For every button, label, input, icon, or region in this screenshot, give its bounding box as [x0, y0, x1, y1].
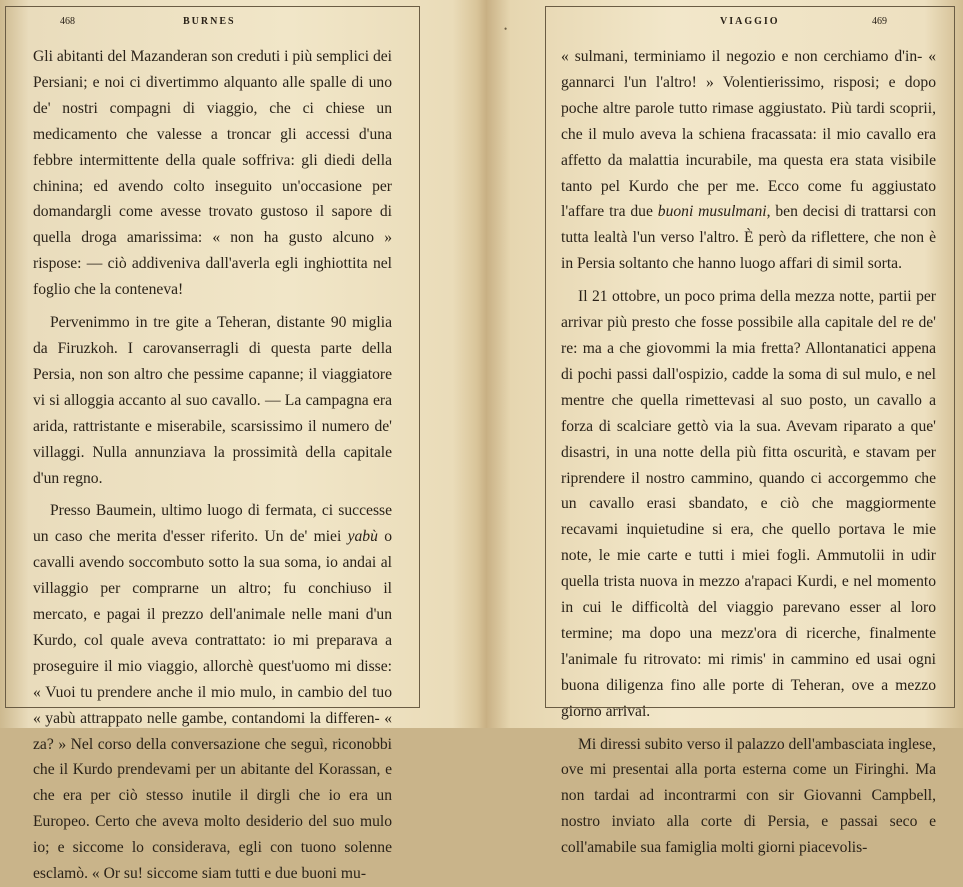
paragraph-text: « sulmani, terminiamo il negozio e non cerchiamo d'in- « gannarci l'un l'altro! » Volentierissimo, risposi; e dopo poche altre parole tutto rimase aggiustato. Più tardi scoprii, che il mulo aveva la schiena fracassata: il mio cavallo era affetto da malattia incurabile, ma questa era stata visibile tanto pel Kurdo che per me. Ecco come fu aggiustato l'affare tra due	[561, 48, 936, 221]
paragraph: Gli abitanti del Mazanderan son creduti i più semplici dei Persiani; e noi ci divertimmo alquanto alle spalle di uno de' nostri compagni di viaggio, che ci chiese un medicamento che valesse a troncar gli accessi d'una febbre intermittente della quale soffriva: gli diedi della chinina; ed avendo colto inseguito un'occasione per domandargli come avesse trovato gustoso il sapore di quella droga amarissima: « non ha gusto alcuno » rispose: — ciò addiveniva dall'averla egli inghiottita nel foglio che la conteneva!	[33, 48, 392, 299]
running-head: VIAGGIO	[720, 16, 780, 27]
italic-term: buoni musulmani	[657, 203, 767, 221]
page-body	[33, 44, 392, 887]
page-number: 468	[60, 16, 75, 27]
paragraph-text: o cavalli avendo soccombuto sotto la sua soma, io andai al villaggio per comprarne un altro; fu conchiuso il mercato, e pagai il prezzo dell'animale nelle mani d'un Kurdo, col quale aveva contrattato: io mi preparava a proseguire il mio viaggio, allorchè quest'uomo mi disse: « Vuoi tu prendere anche il mio mulo, in cambio del tuo « yabù attrappato nelle gambe, contandomi la differen- « za? » Nel corso della conversazione che seguì, riconobbi che il Kurdo prendevami per un abitante del Korassan, e che era per ciò stesso inutile il dirgli che io era un Europeo. Certo che aveva molto desiderio del suo mulo io; e siccome lo considerava, egli con tuono solenne esclamò. « Or su! siccome siam tutti e due buoni mu-	[33, 528, 392, 883]
left-page	[0, 0, 480, 883]
paragraph: Mi diressi subito verso il palazzo dell'ambasciata inglese, ove mi presentai alla porta esterna come un Firinghi. Ma non tardai ad incontrarmi con sir Giovanni Campbell, nostro inviato alla corte di Persia, e passai seco e coll'amabile sua famiglia molti giorni piacevolis-	[561, 735, 936, 857]
right-page	[483, 0, 963, 857]
paragraph-text: Presso Baumein, ultimo luogo di fermata, ci successe un caso che merita d'esser riferito. Un de' miei	[33, 502, 392, 546]
page-number: 469	[872, 16, 887, 27]
paragraph	[561, 44, 936, 277]
paragraph: Il 21 ottobre, un poco prima della mezza notte, partii per arrivar più presto che fosse possibile alla capitale del re de' re: ma a che giovommi la mia fretta? Allontanatici appena di pochi passi dall'ospizio, cadde la soma di sul mulo, e nel mentre che quella rimettevasi al suo posto, un cavallo a forza di scalciare gettò via la sua. Avevam riparato a que' disastri, in una notte della più fitta oscurità, e stavam per riprendere il nostro cammino, quando ci accorgemmo che un cavallo erasi sbandato, e ciò che maggiormente recavami inquietudine si era, che quello portava le mie note, le mie carte e tutti i miei fogli. Ammutolii in udir quella trista nuova in mezzo a'rapaci Kurdi, e nel momento in cui le difficoltà del viaggio parevano esser al loro termine; ma dopo una mezz'ora di ricerche, finalmente l'animale fu ritrovato: mi rimis' in cammino ed usai ogni buona diligenza fino alle porte di Teheran, ove a mezzo giorno arrivai.	[561, 288, 936, 720]
paragraph-text: , ben decisi di trattarsi con tutta lealtà l'un verso l'altro. È però da riflettere, che non è in Persia soltanto che hanno luogo affari di simil sorta.	[561, 203, 936, 273]
page-body	[561, 44, 936, 861]
gutter-mark: •	[504, 24, 508, 34]
italic-term: yabù	[347, 528, 378, 546]
paragraph: Pervenimmo in tre gite a Teheran, distante 90 miglia da Firuzkoh. I carovanserragli di questa parte della Persia, non son altro che pessime capanne; il viaggiatore vi si alloggia accanto al suo cavallo. — La campagna era arida, rattristante e miserabile, scarsissimo il numero de' villaggi. Nulla annunziava la prossimità della capitale d'un regno.	[33, 314, 392, 487]
paragraph	[33, 498, 392, 887]
running-head: BURNES	[183, 16, 236, 27]
